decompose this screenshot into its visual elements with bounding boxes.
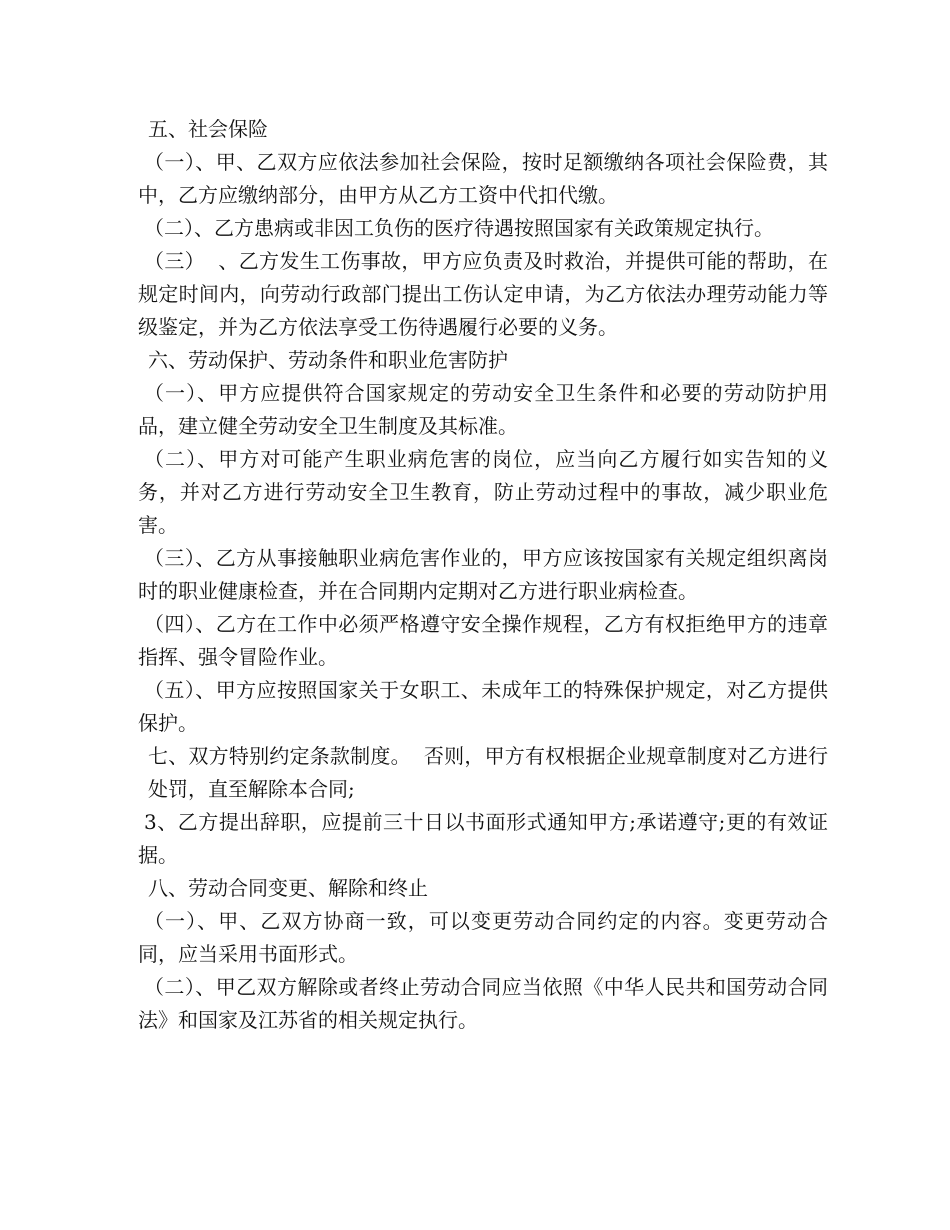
section-heading-special-terms: 七、双方特别约定条款制度。 否则，甲方有权根据企业规章制度对乙方进行处罚，直至解除本合同; <box>148 744 828 801</box>
clause-5-3: （三） 、乙方发生工伤事故，甲方应负责及时救治，并提供可能的帮助，在规定时间内，向劳动行政部门提出工伤认定申请，为乙方依法办理劳动能力等级鉴定，并为乙方依法享受工伤待遇履行必要的义务。 <box>138 249 828 339</box>
clause-6-5: （五）、甲方应按照国家关于女职工、未成年工的特殊保护规定，对乙方提供保护。 <box>138 678 828 735</box>
clause-8-1: （一）、甲、乙双方协商一致，可以变更劳动合同约定的内容。变更劳动合同，应当采用书面形式。 <box>138 909 828 966</box>
clause-6-2: （二）、甲方对可能产生职业病危害的岗位，应当向乙方履行如实告知的义务，并对乙方进行劳动安全卫生教育，防止劳动过程中的事故，减少职业危害。 <box>138 447 828 537</box>
clause-5-2: （二）、乙方患病或非因工负伤的医疗待遇按照国家有关政策规定执行。 <box>144 216 774 240</box>
section-heading-social-insurance: 五、社会保险 <box>148 117 268 141</box>
clause-6-3: （三）、乙方从事接触职业病危害作业的，甲方应该按国家有关规定组织离岗时的职业健康检查，并在合同期内定期对乙方进行职业病检查。 <box>138 546 828 603</box>
document-body <box>138 113 828 1037</box>
clause-7-3: 3、乙方提出辞职，应提前三十日以书面形式通知甲方;承诺遵守;更的有效证据。 <box>138 810 828 867</box>
section-heading-contract-change: 八、劳动合同变更、解除和终止 <box>148 876 428 900</box>
clause-5-1: （一）、甲、乙双方应依法参加社会保险，按时足额缴纳各项社会保险费，其中，乙方应缴纳部分，由甲方从乙方工资中代扣代缴。 <box>138 150 828 207</box>
clause-6-4: （四）、乙方在工作中必须严格遵守安全操作规程，乙方有权拒绝甲方的违章指挥、强令冒险作业。 <box>138 612 828 669</box>
section-heading-labor-protection: 六、劳动保护、劳动条件和职业危害防护 <box>148 348 508 372</box>
clause-6-1: （一）、甲方应提供符合国家规定的劳动安全卫生条件和必要的劳动防护用品，建立健全劳动安全卫生制度及其标准。 <box>138 381 828 438</box>
clause-8-2: （二）、甲乙双方解除或者终止劳动合同应当依照《中华人民共和国劳动合同法》和国家及江苏省的相关规定执行。 <box>138 975 828 1032</box>
